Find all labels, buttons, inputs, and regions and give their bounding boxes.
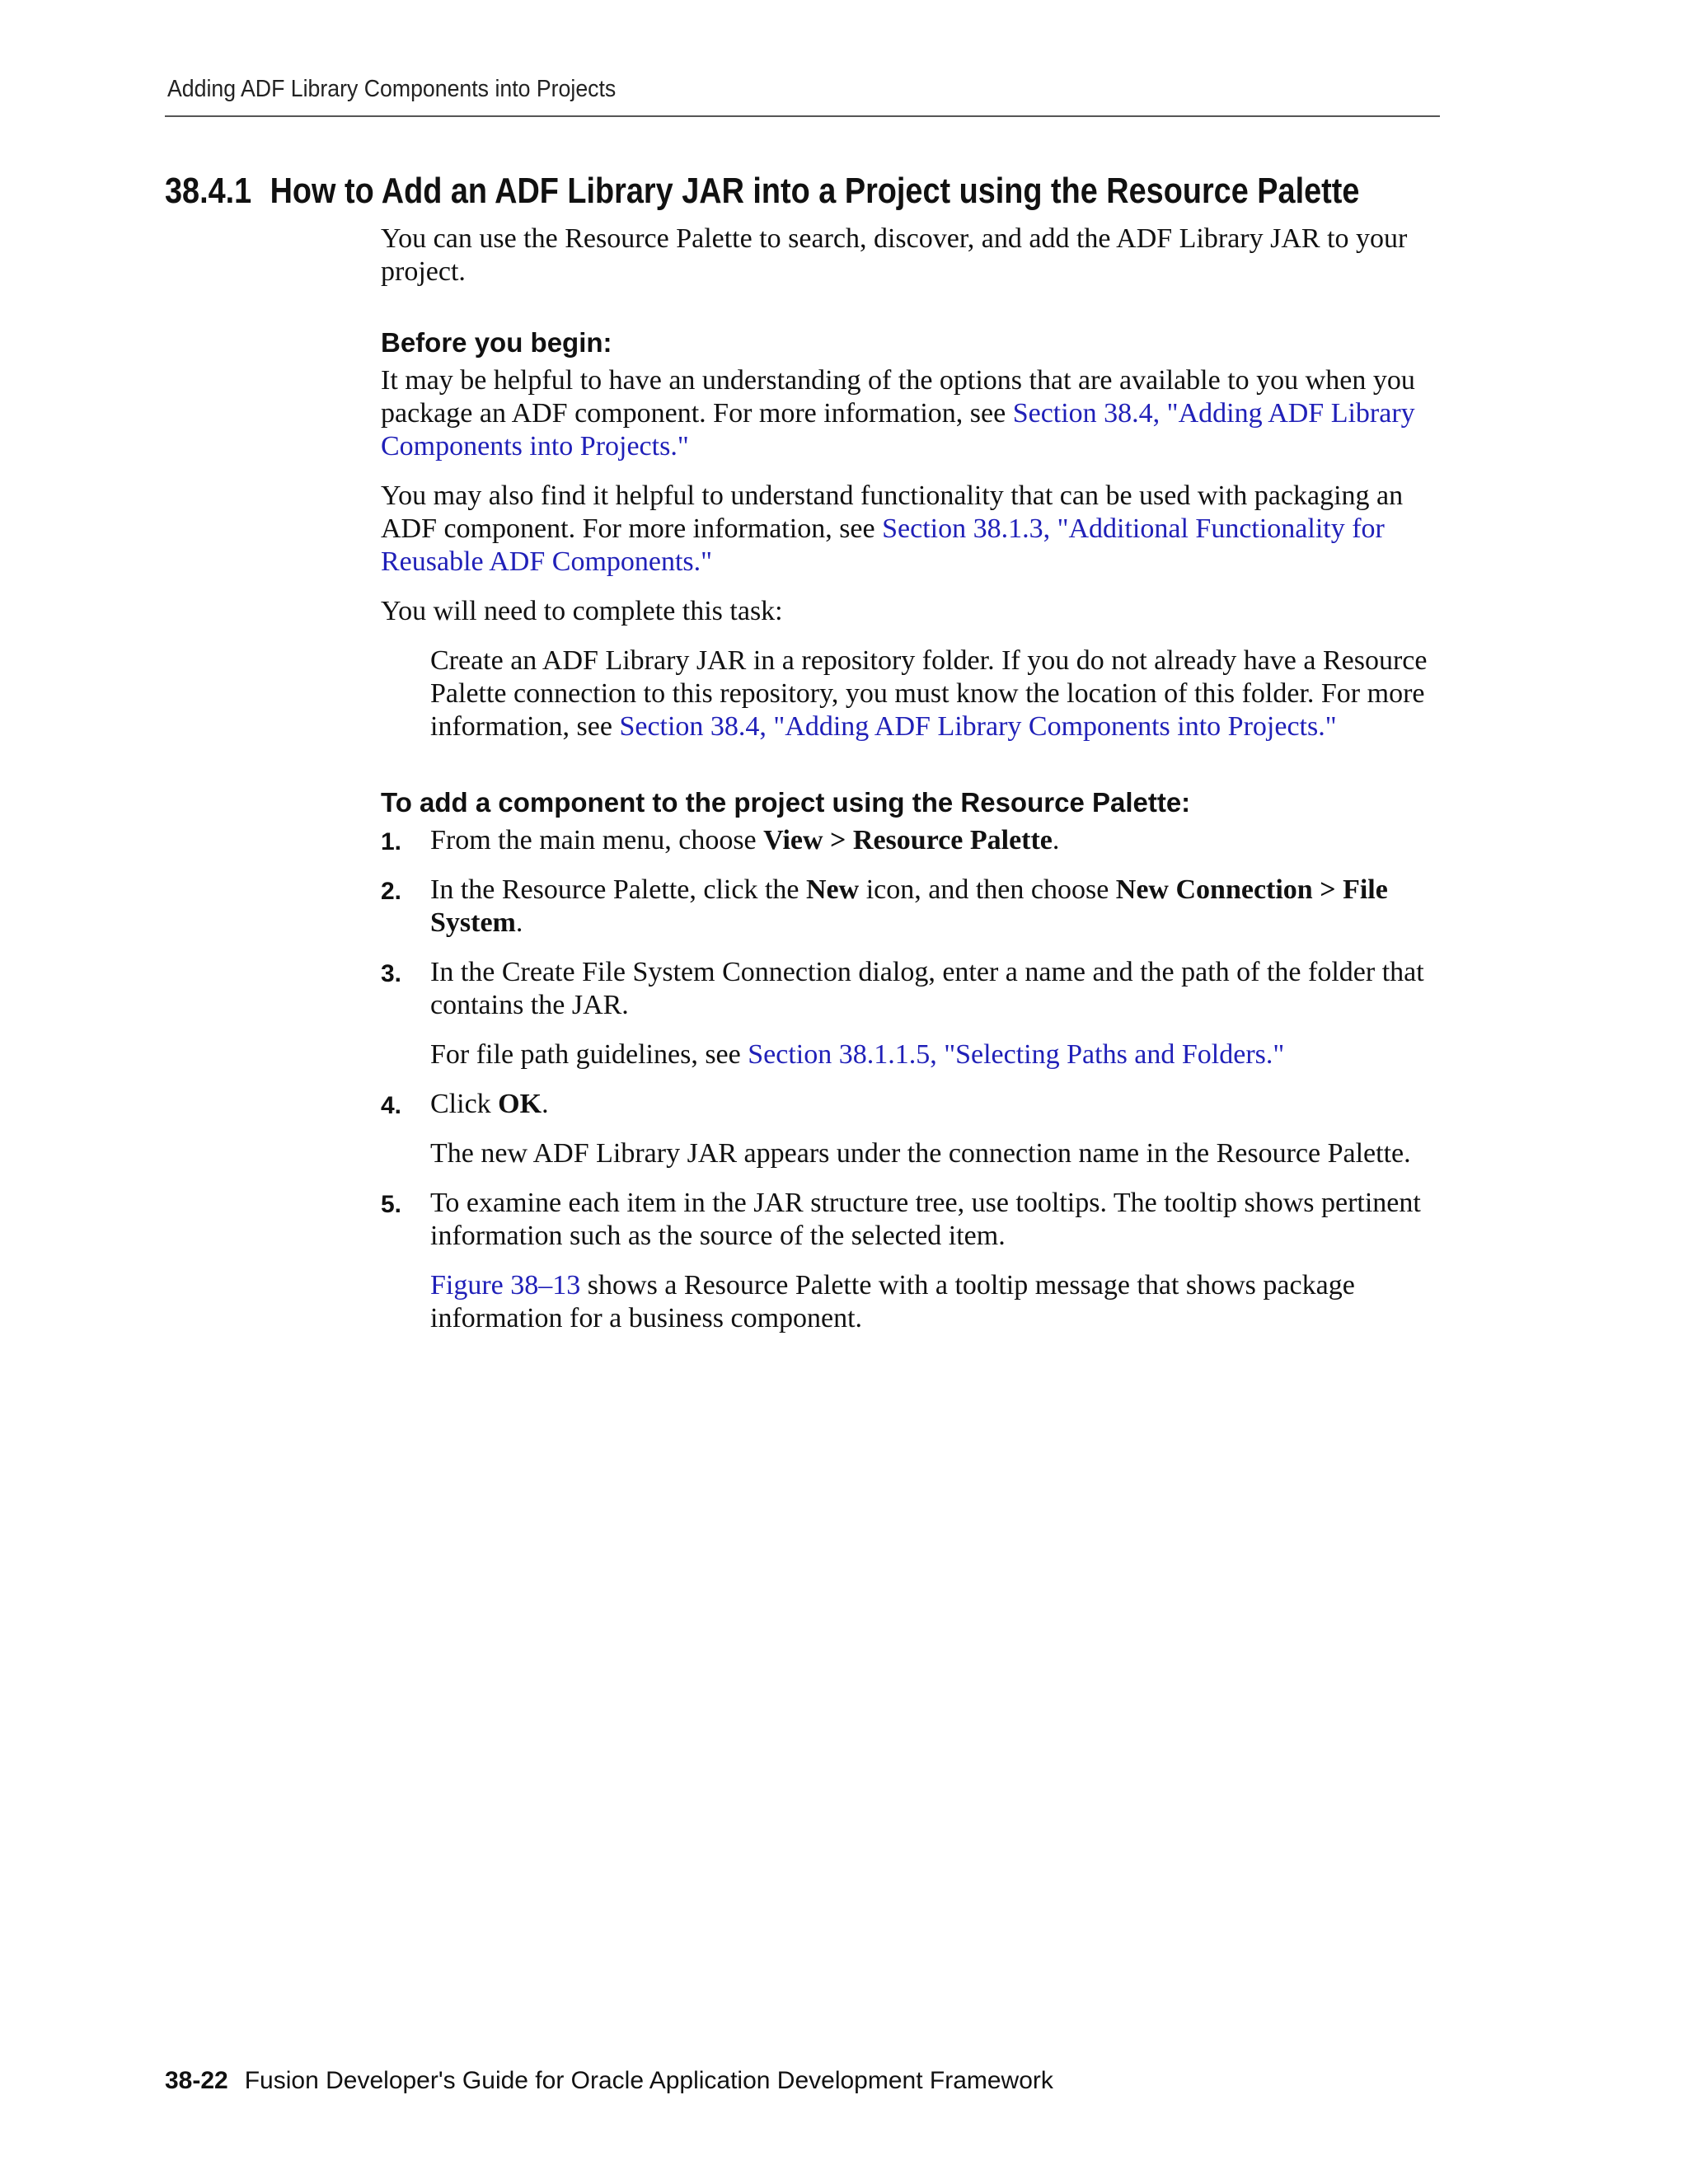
before-paragraph-3: You will need to complete this task: bbox=[381, 596, 783, 626]
section-38-1-1-5-link[interactable]: Section 38.1.1.5, "Selecting Paths and Folders." bbox=[748, 1039, 1285, 1070]
step-3-note bbox=[430, 1038, 1452, 1071]
step-4-text: Click bbox=[430, 1089, 499, 1119]
step-4 bbox=[381, 1088, 1452, 1170]
before-p2-text: You may also find it helpful to understand functionality that can be used with packaging an ADF component. For more information, see bbox=[381, 480, 1404, 544]
step-5-note bbox=[430, 1269, 1452, 1335]
step-3 bbox=[381, 956, 1452, 1071]
step-1-menu-path: View > Resource Palette bbox=[763, 825, 1053, 855]
before-paragraph-1 bbox=[381, 364, 1452, 463]
before-p1-text: It may be helpful to have an understanding of the options that are available to you when you package an ADF component. For more information, see bbox=[381, 365, 1415, 429]
step-3-note-text: For file path guidelines, see bbox=[430, 1039, 748, 1070]
step-4-note: The new ADF Library JAR appears under the connection name in the Resource Palette. bbox=[430, 1138, 1411, 1169]
step-2-new-label: New bbox=[806, 874, 860, 905]
step-2 bbox=[381, 874, 1452, 940]
step-5 bbox=[381, 1187, 1452, 1335]
figure-38-13-link[interactable]: Figure 38–13 bbox=[430, 1270, 581, 1301]
step-2-end: . bbox=[515, 907, 523, 938]
running-header: Adding ADF Library Components into Projects bbox=[167, 76, 617, 102]
step-5-text: To examine each item in the JAR structure tree, use tooltips. The tooltip shows pertinent information such as the source of the selected item. bbox=[430, 1188, 1421, 1251]
step-1 bbox=[381, 824, 1452, 857]
section-38-4-link[interactable]: Section 38.4, "Adding ADF Library Components into Projects." bbox=[381, 398, 1415, 462]
step-5-note-text: shows a Resource Palette with a tooltip message that shows package information for a business component. bbox=[430, 1270, 1355, 1333]
step-2-text: In the Resource Palette, click the bbox=[430, 874, 806, 905]
book-title: Fusion Developer's Guide for Oracle Application Development Framework bbox=[244, 2067, 1053, 2094]
step-number: 4. bbox=[381, 1092, 402, 1119]
step-number: 2. bbox=[381, 878, 402, 905]
step-2-menu-path: New Connection > File System bbox=[430, 874, 1388, 938]
section-title: How to Add an ADF Library JAR into a Project using the Resource Palette bbox=[270, 171, 1360, 211]
section-heading bbox=[165, 171, 1359, 212]
step-2-text-2: icon, and then choose bbox=[859, 874, 1116, 905]
step-number: 1. bbox=[381, 828, 402, 855]
step-4-ok-label: OK bbox=[498, 1089, 542, 1119]
header-divider bbox=[165, 115, 1440, 117]
section-intro: You can use the Resource Palette to search, discover, and add the ADF Library JAR to your project. bbox=[381, 223, 1408, 287]
task-text: Create an ADF Library JAR in a repository folder. If you do not already have a Resource Palette connection to this repository, you must know the location of this folder. For more information, see bbox=[430, 645, 1428, 742]
section-number: 38.4.1 bbox=[165, 171, 252, 211]
procedure-heading: To add a component to the project using the Resource Palette: bbox=[381, 787, 1191, 818]
step-4-end: . bbox=[542, 1089, 549, 1119]
step-1-end: . bbox=[1052, 825, 1060, 855]
section-38-1-3-link[interactable]: Section 38.1.3, "Additional Functionality for Reusable ADF Components." bbox=[381, 513, 1385, 577]
step-number: 3. bbox=[381, 960, 402, 987]
task-paragraph bbox=[430, 644, 1452, 743]
before-you-begin-heading: Before you begin: bbox=[381, 327, 612, 358]
step-number: 5. bbox=[381, 1191, 402, 1218]
before-paragraph-2 bbox=[381, 480, 1452, 579]
procedure-steps bbox=[381, 824, 1452, 1335]
step-1-text: From the main menu, choose bbox=[430, 825, 764, 855]
main-content bbox=[381, 223, 1452, 1352]
step-3-text: In the Create File System Connection dialog, enter a name and the path of the folder that contains the JAR. bbox=[430, 957, 1424, 1020]
task-section-38-4-link[interactable]: Section 38.4, "Adding ADF Library Components into Projects." bbox=[619, 711, 1337, 742]
page-number: 38-22 bbox=[165, 2067, 228, 2094]
page-footer bbox=[165, 2067, 1053, 2095]
